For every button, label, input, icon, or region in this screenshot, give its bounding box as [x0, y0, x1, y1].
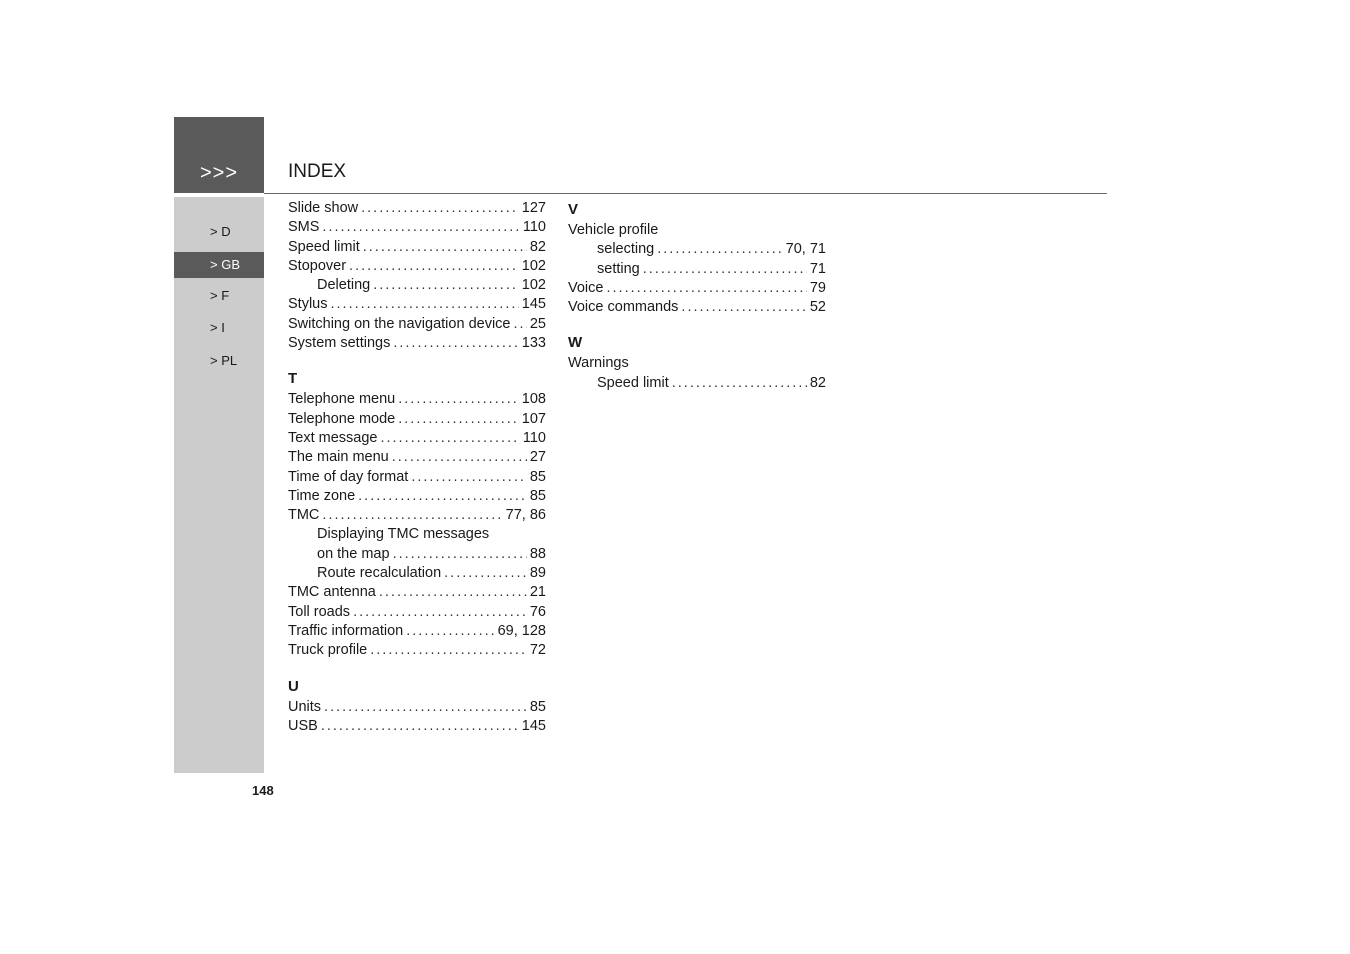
section-letter-w: W [568, 334, 583, 352]
index-entry: Warnings [568, 355, 629, 372]
index-column-left [288, 199, 546, 736]
section-letter-t: T [288, 370, 298, 388]
language-sidebar [174, 197, 264, 773]
index-entry: Telephone mode ..... 107 [288, 410, 546, 429]
index-entry: System settings ..... 133 [288, 334, 546, 353]
section-letter-u: U [288, 677, 299, 695]
sidebar-item-pl[interactable]: > PL [210, 353, 238, 368]
sidebar-item-i[interactable]: > I [210, 320, 225, 335]
index-column-right [568, 199, 826, 393]
section-letter-v: V [568, 201, 579, 218]
index-entry: SMS ..... 110 [288, 218, 546, 237]
index-subentry: on the map ..... 88 [288, 545, 546, 564]
sidebar-item-d[interactable]: > D [210, 224, 231, 239]
chevrons-icon: >>> [199, 162, 239, 184]
index-subentry: selecting ..... 70, 71 [568, 240, 826, 259]
index-entry: Units ..... 85 [288, 698, 546, 717]
index-subentry: Deleting ..... 102 [288, 276, 546, 295]
index-entry: The main menu ..... 27 [288, 448, 546, 467]
index-entry: Stopover ..... 102 [288, 257, 546, 276]
index-entry: Speed limit ..... 82 [288, 238, 546, 257]
index-entry: Voice commands ..... 52 [568, 298, 826, 317]
index-entry: TMC antenna ..... 21 [288, 583, 546, 602]
index-subentry: Displaying TMC messages [317, 526, 490, 543]
index-entry: Toll roads ..... 76 [288, 603, 546, 622]
index-entry: USB ..... 145 [288, 717, 546, 736]
index-entry: Switching on the navigation device ..... 25 [288, 315, 546, 334]
page-number: 148 [252, 783, 274, 798]
index-entry: Time zone ..... 85 [288, 487, 546, 506]
index-entry: Stylus ..... 145 [288, 295, 546, 314]
index-entry: Telephone menu ..... 108 [288, 390, 546, 409]
sidebar-item-f[interactable]: > F [210, 288, 230, 303]
index-subentry: Speed limit ..... 82 [568, 374, 826, 393]
sidebar-item-gb[interactable]: > GB [174, 252, 264, 278]
index-entry: Text message ..... 110 [288, 429, 546, 448]
index-entry: Voice ..... 79 [568, 279, 826, 298]
index-entry: Time of day format ..... 85 [288, 468, 546, 487]
index-entry: Traffic information ..... 69, 128 [288, 622, 546, 641]
index-entry: Truck profile ..... 72 [288, 641, 546, 660]
index-entry: Vehicle profile [568, 222, 659, 238]
index-subentry: setting ..... 71 [568, 260, 826, 279]
header-rule [264, 193, 1107, 194]
page-title: INDEX [288, 161, 347, 182]
index-subentry: Route recalculation ..... 89 [288, 564, 546, 583]
index-entry: Slide show ..... 127 [288, 199, 546, 218]
index-entry: TMC ..... 77, 86 [288, 506, 546, 525]
